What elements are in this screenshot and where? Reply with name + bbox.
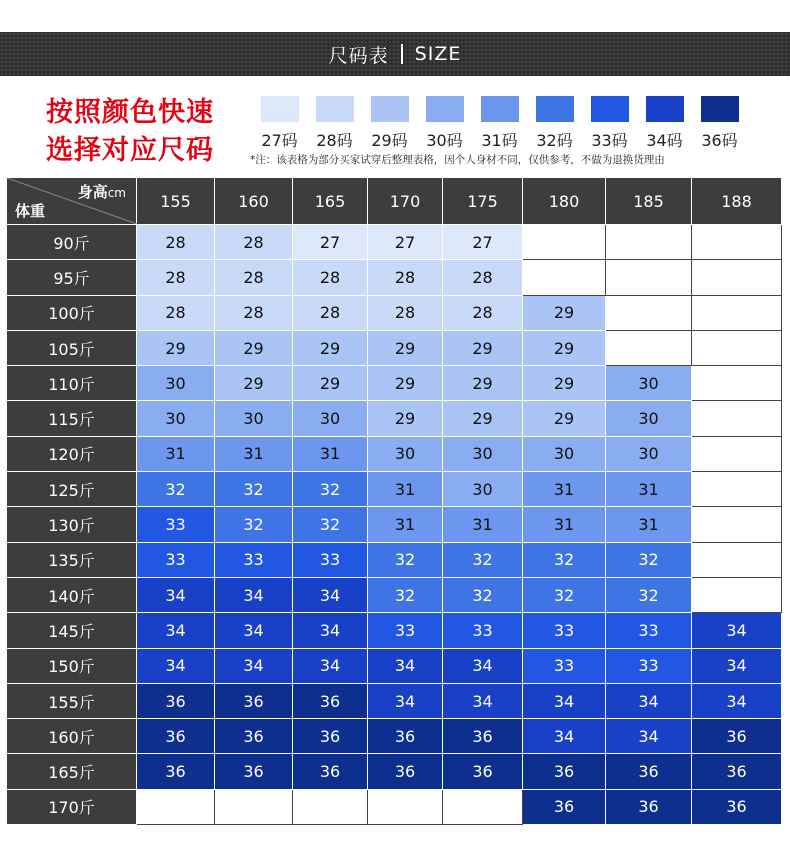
size-cell: 36 bbox=[293, 719, 368, 754]
size-cell: 36 bbox=[215, 754, 293, 789]
size-cell: 36 bbox=[692, 719, 782, 754]
height-column-header: 155 bbox=[137, 178, 215, 225]
size-cell: 29 bbox=[443, 366, 523, 401]
weight-row-header: 140斤 bbox=[7, 577, 137, 612]
size-cell: 30 bbox=[368, 436, 443, 471]
size-cell: 34 bbox=[368, 683, 443, 718]
quick-select-line-1: 按照颜色快速 bbox=[46, 97, 214, 128]
weight-row-header: 95斤 bbox=[7, 260, 137, 295]
size-cell: 32 bbox=[215, 472, 293, 507]
table-row bbox=[7, 507, 782, 542]
size-cell: 31 bbox=[368, 472, 443, 507]
size-cell: 31 bbox=[215, 436, 293, 471]
size-cell: 32 bbox=[606, 577, 692, 612]
size-cell: 33 bbox=[443, 613, 523, 648]
legend-swatch bbox=[591, 96, 629, 122]
size-cell: 32 bbox=[293, 507, 368, 542]
table-row bbox=[7, 754, 782, 789]
size-cell: 28 bbox=[443, 260, 523, 295]
size-cell: 29 bbox=[523, 366, 606, 401]
weight-row-header: 155斤 bbox=[7, 683, 137, 718]
height-column-header: 165 bbox=[293, 178, 368, 225]
size-cell bbox=[692, 295, 782, 330]
legend-item bbox=[582, 96, 637, 151]
size-cell: 36 bbox=[443, 719, 523, 754]
size-cell bbox=[692, 577, 782, 612]
size-cell: 34 bbox=[215, 648, 293, 683]
weight-row-header: 120斤 bbox=[7, 436, 137, 471]
size-cell bbox=[606, 330, 692, 365]
size-chart-table bbox=[6, 177, 782, 825]
size-cell bbox=[293, 789, 368, 824]
size-cell bbox=[692, 507, 782, 542]
size-cell: 30 bbox=[443, 436, 523, 471]
legend-swatch bbox=[371, 96, 409, 122]
size-cell: 27 bbox=[443, 225, 523, 260]
legend-item bbox=[637, 96, 692, 151]
legend-item bbox=[527, 96, 582, 151]
size-cell: 29 bbox=[368, 401, 443, 436]
legend-item bbox=[252, 96, 307, 151]
size-cell: 28 bbox=[368, 295, 443, 330]
size-cell: 32 bbox=[368, 542, 443, 577]
size-cell: 36 bbox=[293, 754, 368, 789]
size-cell: 29 bbox=[137, 330, 215, 365]
legend-swatch bbox=[426, 96, 464, 122]
weight-row-header: 130斤 bbox=[7, 507, 137, 542]
size-cell: 28 bbox=[215, 225, 293, 260]
legend-label: 28码 bbox=[316, 131, 353, 150]
weight-row-header: 160斤 bbox=[7, 719, 137, 754]
table-row bbox=[7, 295, 782, 330]
size-cell: 34 bbox=[137, 613, 215, 648]
size-cell: 33 bbox=[606, 613, 692, 648]
table-row bbox=[7, 225, 782, 260]
size-cell: 36 bbox=[523, 754, 606, 789]
height-column-header: 180 bbox=[523, 178, 606, 225]
banner-divider bbox=[401, 44, 403, 64]
header-banner bbox=[0, 32, 790, 76]
legend-item bbox=[417, 96, 472, 151]
size-cell: 29 bbox=[443, 401, 523, 436]
legend-swatch bbox=[316, 96, 354, 122]
quick-select-line-2: 选择对应尺码 bbox=[46, 135, 214, 166]
height-column-header: 188 bbox=[692, 178, 782, 225]
legend-swatch bbox=[261, 96, 299, 122]
size-cell: 28 bbox=[215, 260, 293, 295]
weight-row-header: 90斤 bbox=[7, 225, 137, 260]
size-cell: 33 bbox=[137, 542, 215, 577]
size-cell: 34 bbox=[137, 648, 215, 683]
size-cell bbox=[443, 789, 523, 824]
color-legend bbox=[252, 96, 747, 151]
disclaimer-note: *注：该表格为部分买家试穿后整理表格，因个人身材不同，仅供参考，不做为退换货理由 bbox=[250, 154, 665, 166]
size-cell: 28 bbox=[443, 295, 523, 330]
table-row bbox=[7, 789, 782, 824]
table-row bbox=[7, 683, 782, 718]
height-axis-label bbox=[78, 181, 126, 202]
size-chart-body bbox=[7, 225, 782, 825]
legend-swatch bbox=[701, 96, 739, 122]
table-row bbox=[7, 648, 782, 683]
table-row bbox=[7, 542, 782, 577]
quick-select-heading bbox=[46, 94, 246, 170]
size-cell: 34 bbox=[692, 648, 782, 683]
size-cell: 34 bbox=[293, 648, 368, 683]
size-cell: 32 bbox=[443, 577, 523, 612]
size-cell: 31 bbox=[606, 507, 692, 542]
height-axis-text: 身高 bbox=[77, 183, 108, 201]
legend-swatch bbox=[646, 96, 684, 122]
size-cell: 33 bbox=[606, 648, 692, 683]
size-cell: 31 bbox=[523, 472, 606, 507]
size-cell bbox=[692, 436, 782, 471]
size-cell bbox=[692, 472, 782, 507]
weight-row-header: 170斤 bbox=[7, 789, 137, 824]
legend-item bbox=[307, 96, 362, 151]
size-cell bbox=[523, 225, 606, 260]
size-cell: 36 bbox=[368, 719, 443, 754]
height-unit: cm bbox=[107, 186, 126, 200]
size-cell: 32 bbox=[368, 577, 443, 612]
size-cell: 28 bbox=[137, 225, 215, 260]
size-cell: 27 bbox=[293, 225, 368, 260]
size-cell: 30 bbox=[293, 401, 368, 436]
legend-label: 33码 bbox=[591, 131, 628, 150]
size-cell: 30 bbox=[606, 401, 692, 436]
size-cell: 34 bbox=[215, 613, 293, 648]
size-cell: 34 bbox=[692, 683, 782, 718]
table-row bbox=[7, 719, 782, 754]
height-column-header: 170 bbox=[368, 178, 443, 225]
legend-label: 30码 bbox=[426, 131, 463, 150]
size-cell: 30 bbox=[137, 401, 215, 436]
weight-row-header: 100斤 bbox=[7, 295, 137, 330]
size-cell: 34 bbox=[692, 613, 782, 648]
table-row bbox=[7, 330, 782, 365]
size-cell: 29 bbox=[368, 366, 443, 401]
size-cell: 33 bbox=[293, 542, 368, 577]
size-cell: 32 bbox=[293, 472, 368, 507]
weight-row-header: 115斤 bbox=[7, 401, 137, 436]
size-cell: 31 bbox=[368, 507, 443, 542]
size-cell: 32 bbox=[523, 577, 606, 612]
size-cell: 34 bbox=[137, 577, 215, 612]
table-corner-header bbox=[7, 178, 137, 225]
legend-label: 34码 bbox=[646, 131, 683, 150]
weight-row-header: 165斤 bbox=[7, 754, 137, 789]
size-cell: 31 bbox=[606, 472, 692, 507]
size-cell: 29 bbox=[293, 330, 368, 365]
size-cell: 36 bbox=[606, 754, 692, 789]
size-cell: 36 bbox=[137, 719, 215, 754]
size-cell bbox=[692, 366, 782, 401]
size-cell: 29 bbox=[215, 330, 293, 365]
size-cell bbox=[692, 542, 782, 577]
size-cell: 29 bbox=[523, 401, 606, 436]
size-cell: 36 bbox=[606, 789, 692, 824]
size-cell: 34 bbox=[443, 648, 523, 683]
weight-axis-label: 体重 bbox=[15, 202, 46, 220]
legend-label: 29码 bbox=[371, 131, 408, 150]
banner-title: 尺码表 bbox=[328, 44, 389, 67]
size-cell: 30 bbox=[443, 472, 523, 507]
weight-row-header: 145斤 bbox=[7, 613, 137, 648]
table-row bbox=[7, 436, 782, 471]
size-cell: 36 bbox=[137, 754, 215, 789]
height-header-row bbox=[7, 178, 782, 225]
size-cell: 29 bbox=[443, 330, 523, 365]
size-cell bbox=[606, 260, 692, 295]
legend-item bbox=[472, 96, 527, 151]
size-cell: 32 bbox=[137, 472, 215, 507]
size-cell: 30 bbox=[606, 366, 692, 401]
size-cell bbox=[692, 225, 782, 260]
size-cell: 36 bbox=[692, 789, 782, 824]
size-cell: 28 bbox=[215, 295, 293, 330]
legend-label: 27码 bbox=[261, 131, 298, 150]
size-cell bbox=[692, 401, 782, 436]
table-row bbox=[7, 472, 782, 507]
size-cell: 36 bbox=[368, 754, 443, 789]
size-cell: 34 bbox=[293, 613, 368, 648]
size-cell: 33 bbox=[137, 507, 215, 542]
size-cell: 27 bbox=[368, 225, 443, 260]
weight-row-header: 110斤 bbox=[7, 366, 137, 401]
size-cell: 31 bbox=[443, 507, 523, 542]
size-cell: 28 bbox=[137, 295, 215, 330]
size-cell: 28 bbox=[368, 260, 443, 295]
size-cell: 34 bbox=[606, 719, 692, 754]
size-cell: 34 bbox=[293, 577, 368, 612]
size-cell bbox=[692, 260, 782, 295]
size-cell: 32 bbox=[523, 542, 606, 577]
size-cell: 36 bbox=[443, 754, 523, 789]
size-cell: 31 bbox=[293, 436, 368, 471]
size-cell: 30 bbox=[215, 401, 293, 436]
size-cell: 34 bbox=[215, 577, 293, 612]
size-cell bbox=[606, 225, 692, 260]
size-cell: 31 bbox=[137, 436, 215, 471]
size-cell: 28 bbox=[293, 260, 368, 295]
size-cell bbox=[137, 789, 215, 824]
size-cell: 34 bbox=[606, 683, 692, 718]
size-cell bbox=[692, 330, 782, 365]
size-cell: 30 bbox=[137, 366, 215, 401]
size-cell bbox=[523, 260, 606, 295]
size-cell: 31 bbox=[523, 507, 606, 542]
size-cell: 36 bbox=[692, 754, 782, 789]
height-column-header: 185 bbox=[606, 178, 692, 225]
size-cell: 36 bbox=[215, 719, 293, 754]
height-column-header: 160 bbox=[215, 178, 293, 225]
size-cell: 28 bbox=[137, 260, 215, 295]
weight-row-header: 125斤 bbox=[7, 472, 137, 507]
size-cell: 29 bbox=[215, 366, 293, 401]
size-cell: 33 bbox=[523, 648, 606, 683]
legend-label: 32码 bbox=[536, 131, 573, 150]
size-cell: 30 bbox=[606, 436, 692, 471]
size-cell: 33 bbox=[523, 613, 606, 648]
table-row bbox=[7, 260, 782, 295]
size-cell: 34 bbox=[523, 683, 606, 718]
legend-item bbox=[692, 96, 747, 151]
size-cell: 33 bbox=[368, 613, 443, 648]
size-cell: 29 bbox=[368, 330, 443, 365]
size-cell: 36 bbox=[215, 683, 293, 718]
size-cell: 33 bbox=[215, 542, 293, 577]
size-cell: 36 bbox=[523, 789, 606, 824]
size-cell: 36 bbox=[137, 683, 215, 718]
size-cell: 36 bbox=[293, 683, 368, 718]
table-row bbox=[7, 401, 782, 436]
weight-row-header: 105斤 bbox=[7, 330, 137, 365]
size-cell: 32 bbox=[443, 542, 523, 577]
table-row bbox=[7, 366, 782, 401]
size-cell: 34 bbox=[523, 719, 606, 754]
size-cell: 30 bbox=[523, 436, 606, 471]
legend-swatch bbox=[536, 96, 574, 122]
size-cell: 32 bbox=[215, 507, 293, 542]
size-cell bbox=[215, 789, 293, 824]
weight-row-header: 135斤 bbox=[7, 542, 137, 577]
legend-label: 36码 bbox=[701, 131, 738, 150]
table-row bbox=[7, 613, 782, 648]
legend-label: 31码 bbox=[481, 131, 518, 150]
legend-item bbox=[362, 96, 417, 151]
banner-subtitle: SIZE bbox=[414, 43, 462, 65]
size-cell: 32 bbox=[606, 542, 692, 577]
size-cell: 34 bbox=[443, 683, 523, 718]
size-cell bbox=[368, 789, 443, 824]
size-cell: 29 bbox=[523, 295, 606, 330]
size-cell: 28 bbox=[293, 295, 368, 330]
table-row bbox=[7, 577, 782, 612]
size-cell: 34 bbox=[368, 648, 443, 683]
weight-row-header: 150斤 bbox=[7, 648, 137, 683]
size-cell bbox=[606, 295, 692, 330]
height-column-header: 175 bbox=[443, 178, 523, 225]
size-cell: 29 bbox=[293, 366, 368, 401]
legend-swatch bbox=[481, 96, 519, 122]
size-cell: 29 bbox=[523, 330, 606, 365]
